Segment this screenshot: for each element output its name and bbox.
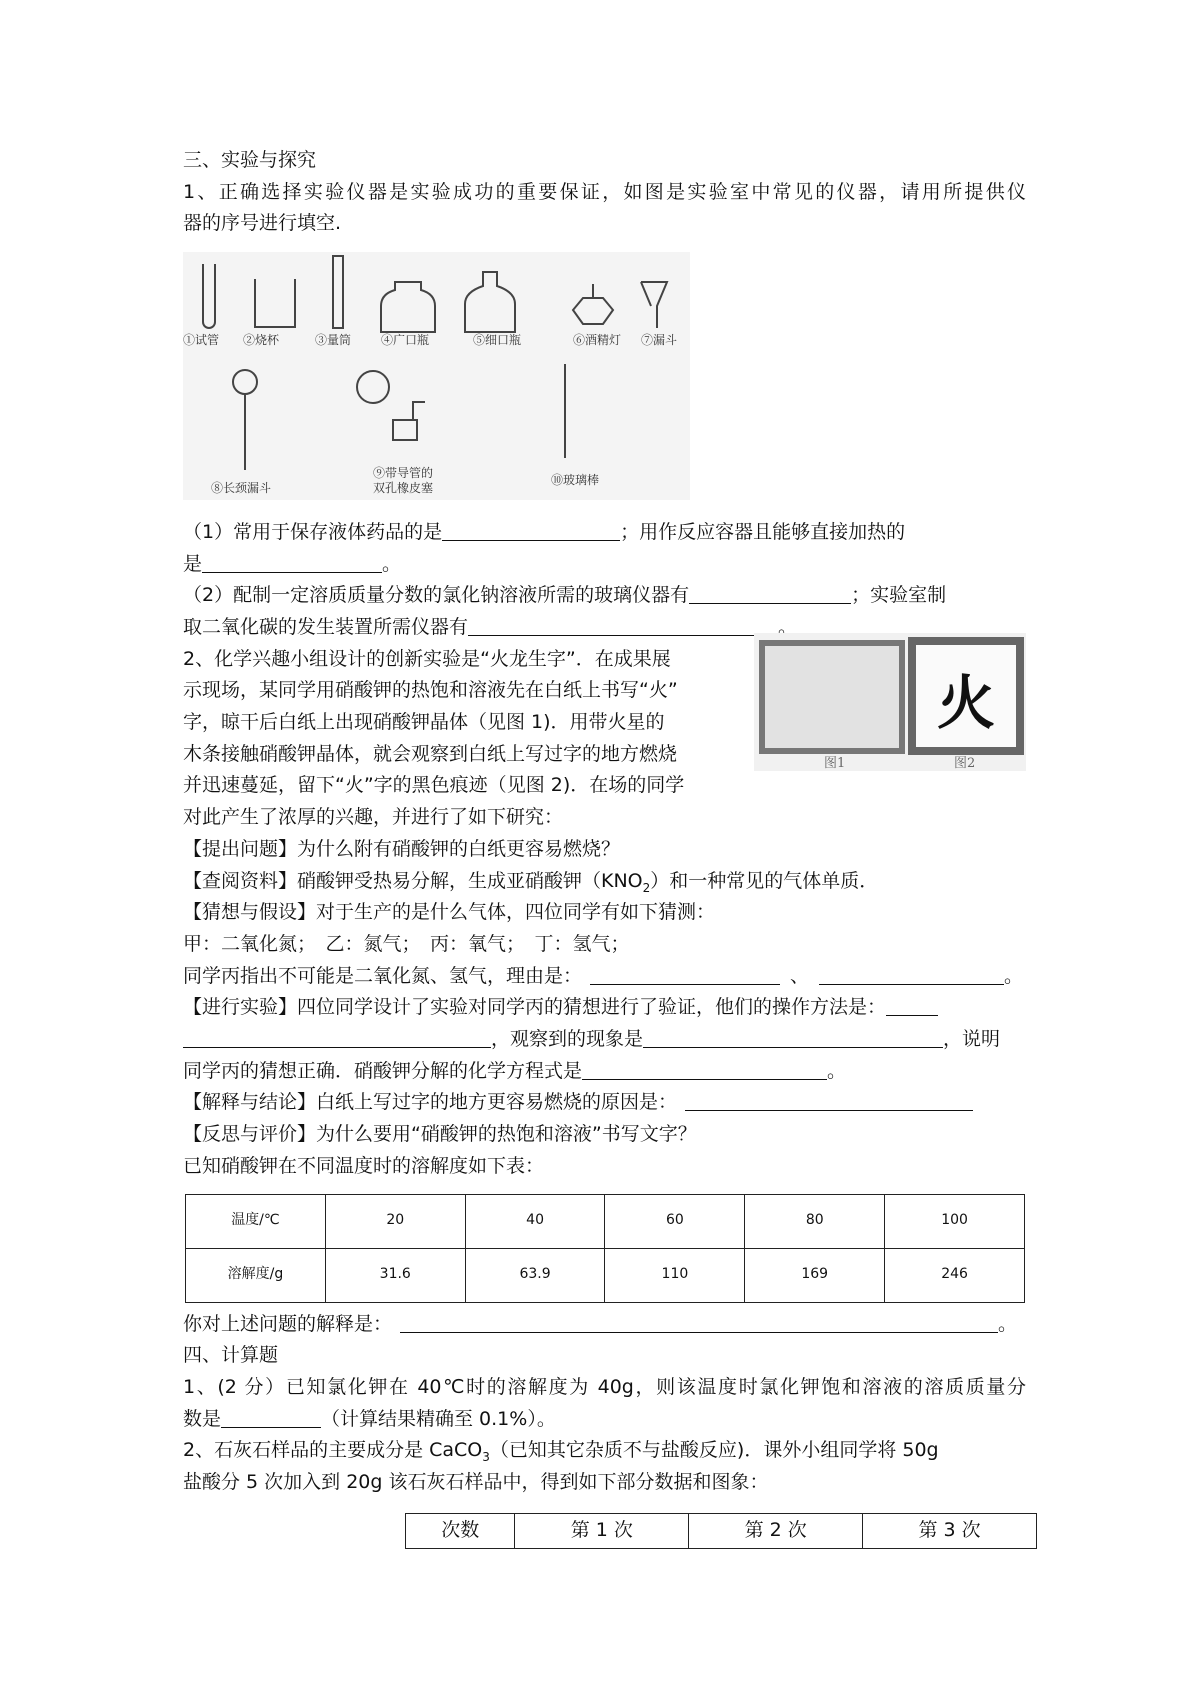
answer-blank[interactable]: [183, 1027, 491, 1048]
rubber-stopper-icon: [357, 371, 389, 403]
question2: [183, 644, 1026, 834]
table-header-cell: 第 1 次: [515, 1513, 689, 1548]
graduated-cylinder-icon: [333, 256, 343, 328]
experiment-text4: 同学丙的猜想正确．硝酸钾分解的化学方程式是: [183, 1059, 583, 1082]
ask-question: 【提出问题】为什么附有硝酸钾的白纸更容易燃烧？: [183, 837, 621, 860]
table-cell: 溶解度/g: [186, 1248, 326, 1302]
hypothesis: 【猜想与假设】对于生产的是什么气体，四位同学有如下猜测：: [183, 901, 716, 924]
reason-text: 同学丙指出不可能是二氧化氮、氢气，理由是：: [183, 964, 583, 987]
narrow-mouth-bottle-icon: [465, 272, 515, 332]
experiment-text2: ，观察到的现象是: [491, 1028, 644, 1051]
test-tube-icon: [203, 264, 215, 328]
figure-label: 双孔橡皮塞: [373, 481, 434, 496]
table-row: [406, 1513, 1037, 1548]
experiment-text: 【进行实验】四位同学设计了实验对同学丙的猜想进行了验证，他们的操作方法是：: [183, 996, 887, 1019]
q1-part2-text: （2）配制一定溶质质量分数的氯化钠溶液所需的玻璃仪器有: [183, 584, 690, 607]
fire-writing-photos: [754, 633, 1026, 771]
reaction-data-table: [405, 1513, 1037, 1549]
figure-label: ⑦漏斗: [641, 333, 678, 348]
wide-mouth-bottle-icon: [381, 282, 435, 332]
q2-intro-line: 对此产生了浓厚的兴趣，并进行了如下研究：: [183, 806, 564, 829]
calc-q2-text3: 盐酸分 5 次加入到 20g 该石灰石样品中，得到如下部分数据和图象：: [183, 1471, 769, 1494]
calc-q1-text: 1、(2 分）已知氯化钾在 40℃时的溶解度为 40g，则该温度时氯化钾饱和溶液的溶质质量分: [183, 1375, 1026, 1398]
table-row: [186, 1194, 1025, 1248]
beaker-icon: [255, 279, 295, 327]
punct: 。: [382, 552, 402, 575]
explain-text: 你对上述问题的解释是：: [183, 1312, 393, 1335]
worksheet: [183, 145, 1026, 1549]
answer-blank[interactable]: [590, 964, 780, 985]
q2-intro-line: 2、化学兴趣小组设计的创新实验是“火龙生字”．在成果展: [183, 647, 671, 670]
punct: 、: [790, 964, 810, 987]
q1-intro-line1: 1、正确选择实验仪器是实验成功的重要保证，如图是实验室中常见的仪器，请用所提供仪: [183, 180, 1026, 203]
experiment-text3: ，说明: [943, 1028, 1001, 1051]
answer-blank[interactable]: [468, 615, 778, 636]
table-cell: 20: [325, 1194, 465, 1248]
figure-label: ③量筒: [315, 333, 352, 348]
apparatus-figure: [183, 252, 690, 500]
q2-intro-line: 并迅速蔓延，留下“火”字的黑色痕迹（见图 2)．在场的同学: [183, 774, 685, 797]
table-cell: 169: [745, 1248, 885, 1302]
q2-intro-line: 示现场，某同学用硝酸钾的热饱和溶液先在白纸上书写“火”: [183, 679, 678, 702]
figure-label: ②烧杯: [243, 333, 280, 348]
q1-part1-text2: ；用作反应容器且能够直接加热的: [620, 520, 906, 543]
q1-part2-text3: 取二氧化碳的发生装置所需仪器有: [183, 615, 469, 638]
solubility-table: [185, 1194, 1025, 1303]
answer-blank[interactable]: [582, 1059, 827, 1080]
q2-intro-line: 字，晾干后白纸上出现硝酸钾晶体（见图 1)．用带火星的: [183, 711, 665, 734]
table-header-cell: 次数: [406, 1513, 515, 1548]
figure-label: ⑩玻璃棒: [551, 473, 600, 488]
answer-blank[interactable]: [886, 995, 938, 1016]
subscript: 3: [482, 1450, 490, 1465]
q1-part1-text3: 是: [183, 552, 203, 575]
subscript: 2: [642, 880, 651, 895]
figure-label: ④广口瓶: [381, 333, 430, 348]
punct: 。: [998, 1312, 1018, 1335]
table-cell: 63.9: [465, 1248, 605, 1302]
answer-blank[interactable]: [400, 1312, 998, 1333]
calc-q2-text: 2、石灰石样品的主要成分是 CaCO: [183, 1439, 483, 1462]
info-text: 【查阅资料】硝酸钾受热易分解，生成亚硝酸钾（KNO: [183, 869, 643, 892]
punct: 。: [778, 615, 798, 638]
answer-blank[interactable]: [689, 583, 851, 604]
table-cell: 40: [465, 1194, 605, 1248]
answer-blank[interactable]: [221, 1407, 321, 1428]
q1-intro-line2: 器的序号进行填空.: [183, 212, 342, 235]
figure-label: ⑨带导管的: [373, 466, 434, 481]
figure-label: ⑥酒精灯: [573, 333, 622, 348]
fire-character: 火: [936, 668, 996, 737]
conclusion-text: 【解释与结论】白纸上写过字的地方更容易燃烧的原因是：: [183, 1091, 678, 1114]
calc-q1-text2: 数是: [183, 1407, 222, 1430]
info-text2: ）和一种常见的气体单质．: [650, 869, 879, 892]
table-row: [186, 1248, 1025, 1302]
guesses: 甲：二氧化氮； 乙：氮气； 丙：氧气； 丁：氢气；: [183, 932, 630, 955]
table-cell: 246: [885, 1248, 1025, 1302]
punct: 。: [1004, 964, 1024, 987]
calc-q1-text3: （计算结果精确至 0.1%）。: [321, 1407, 556, 1430]
figure-label: ①试管: [183, 333, 220, 348]
table-header-cell: 第 2 次: [689, 1513, 863, 1548]
long-neck-funnel-icon: [233, 370, 257, 394]
answer-blank[interactable]: [685, 1090, 973, 1111]
table-intro: 已知硝酸钾在不同温度时的溶解度如下表：: [183, 1154, 545, 1177]
photo-label-2: 图2: [954, 755, 976, 771]
answer-blank[interactable]: [202, 552, 382, 573]
section4-heading: 四、计算题: [183, 1344, 279, 1367]
section3-heading: 三、实验与探究: [183, 149, 317, 171]
table-cell: 31.6: [325, 1248, 465, 1302]
table-cell: 60: [605, 1194, 745, 1248]
table-cell: 温度/℃: [186, 1194, 326, 1248]
funnel-icon: [641, 282, 667, 328]
answer-blank[interactable]: [442, 520, 620, 541]
table-header-cell: 第 3 次: [863, 1513, 1037, 1548]
q1-part1-text: （1）常用于保存液体药品的是: [183, 520, 443, 543]
reflection: 【反思与评价】为什么要用“硝酸钾的热饱和溶液”书写文字？: [183, 1123, 697, 1146]
punct: 。: [827, 1059, 847, 1082]
calc-q2-text2: （已知其它杂质不与盐酸反应)．课外小组同学将 50g: [489, 1439, 939, 1462]
figure-label: ⑤细口瓶: [473, 333, 522, 348]
q2-intro-line: 木条接触硝酸钾晶体，就会观察到白纸上写过字的地方燃烧: [183, 742, 678, 765]
photo-label-1: 图1: [824, 755, 846, 771]
alcohol-lamp-icon: [573, 284, 613, 324]
q1-part2-text2: ；实验室制: [851, 584, 947, 607]
table-cell: 110: [605, 1248, 745, 1302]
table-cell: 80: [745, 1194, 885, 1248]
table-cell: 100: [885, 1194, 1025, 1248]
answer-blank[interactable]: [819, 964, 1004, 985]
figure-label: ⑧长颈漏斗: [211, 481, 272, 496]
answer-blank[interactable]: [643, 1027, 943, 1048]
